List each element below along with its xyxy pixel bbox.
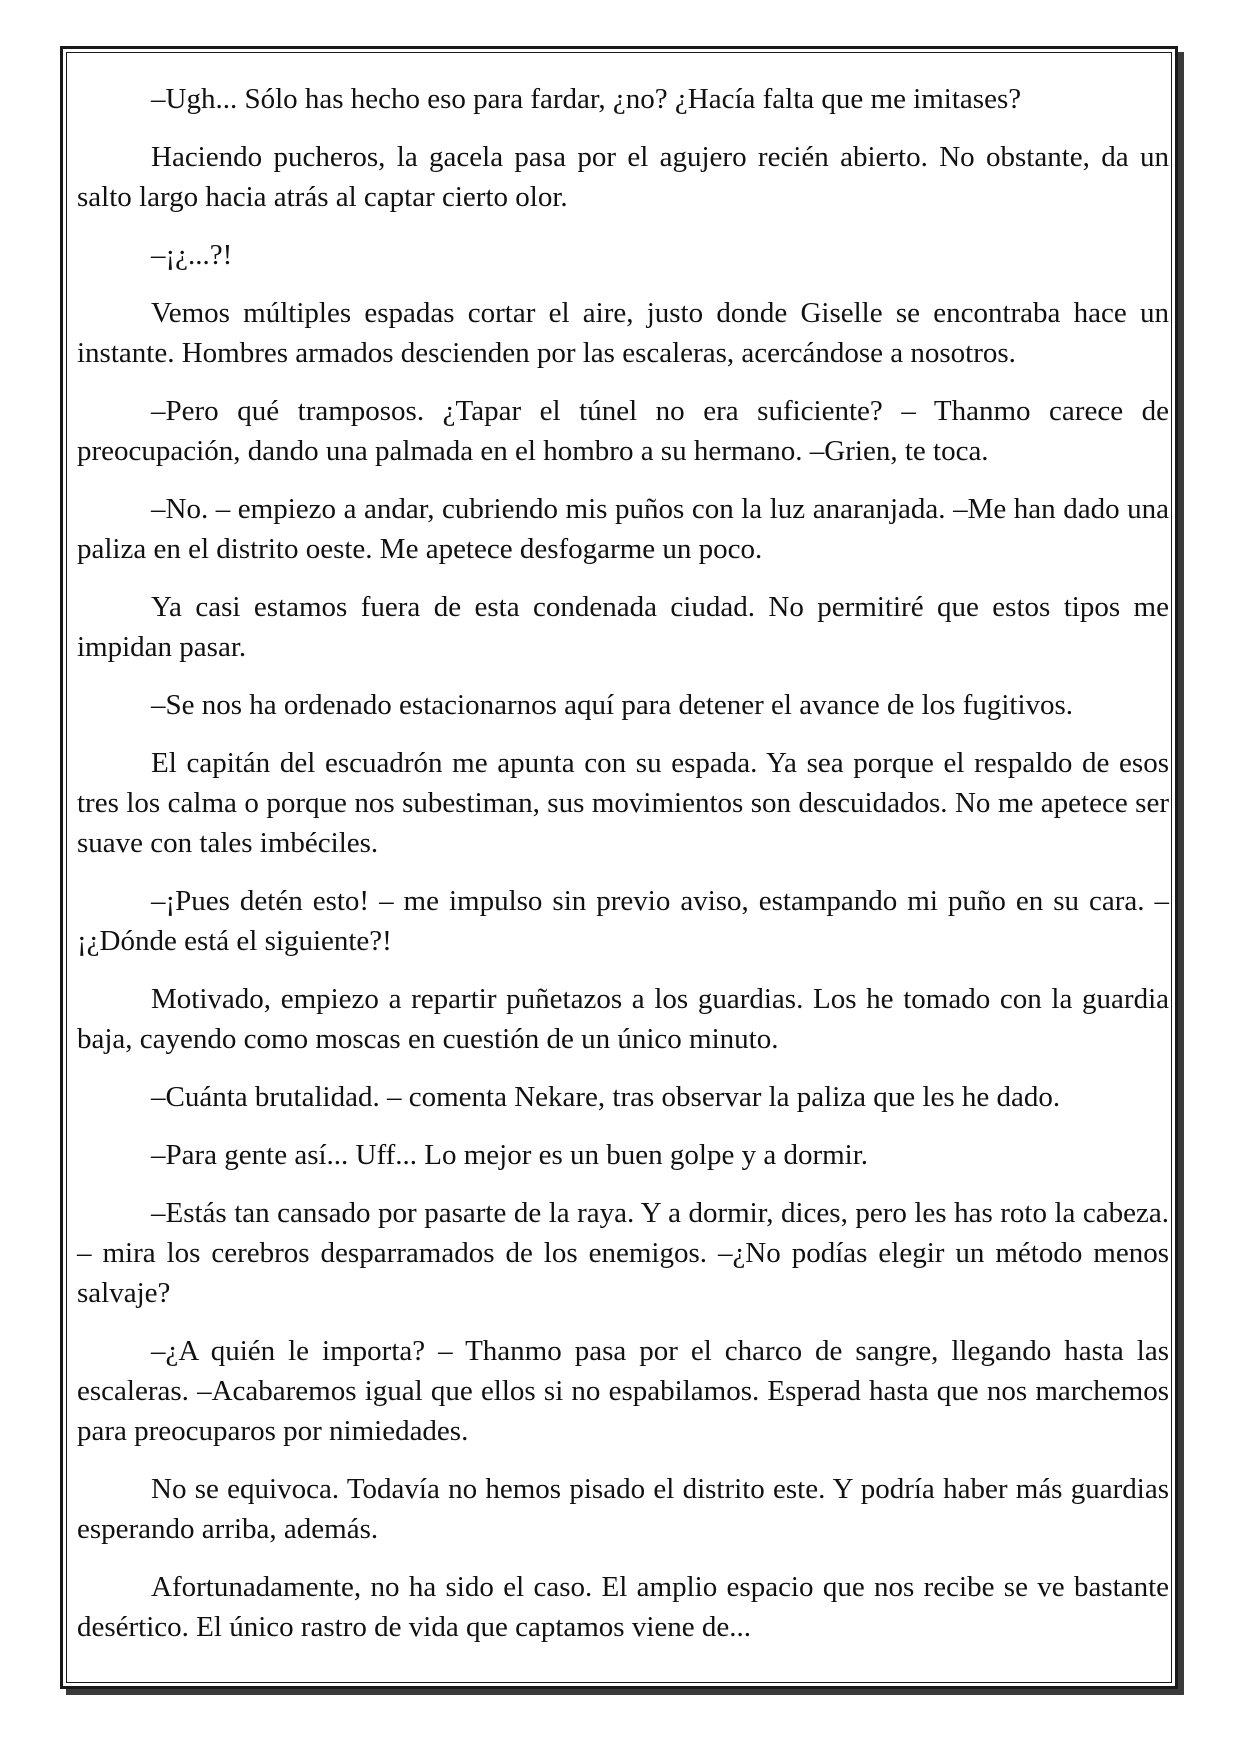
paragraph: –¡Pues detén esto! – me impulso sin previo aviso, estampando mi puño en su cara. –¡¿Dónde está el siguiente?! [77, 885, 1169, 957]
paragraph: Haciendo pucheros, la gacela pasa por el agujero recién abierto. No obstante, da un salto largo hacia atrás al captar cierto olor. [77, 141, 1169, 213]
paragraph: No se equivoca. Todavía no hemos pisado el distrito este. Y podría haber más guardias esperando arriba, además. [77, 1473, 1169, 1545]
paragraph: –Pero qué tramposos. ¿Tapar el túnel no era suficiente? – Thanmo carece de preocupación, dando una palmada en el hombro a su hermano. –Grien, te toca. [77, 395, 1169, 467]
paragraph: Afortunadamente, no ha sido el caso. El amplio espacio que nos recibe se ve bastante desértico. El único rastro de vida que captamos viene de... [77, 1571, 1169, 1643]
paragraph: –¿A quién le importa? – Thanmo pasa por el charco de sangre, llegando hasta las escaleras. –Acabaremos igual que ellos si no espabilamos. Esperad hasta que nos marchemos para preocuparos por nimiedades. [77, 1335, 1169, 1447]
paragraph: Ya casi estamos fuera de esta condenada ciudad. No permitiré que estos tipos me impidan pasar. [77, 591, 1169, 663]
paragraph: Vemos múltiples espadas cortar el aire, justo donde Giselle se encontraba hace un instante. Hombres armados descienden por las escaleras, acercándose a nosotros. [77, 297, 1169, 369]
paragraph: El capitán del escuadrón me apunta con su espada. Ya sea porque el respaldo de esos tres los calma o porque nos subestiman, sus movimientos son descuidados. No me apetece ser suave con tales imbéciles. [77, 747, 1169, 859]
paragraph: –Ugh... Sólo has hecho eso para fardar, ¿no? ¿Hacía falta que me imitases? [151, 83, 1022, 115]
paragraph: –¡¿...?! [151, 239, 233, 271]
paragraph: –Estás tan cansado por pasarte de la raya. Y a dormir, dices, pero les has roto la cabeza. – mira los cerebros desparramados de los enemigos. –¿No podías elegir un método menos salvaje? [77, 1197, 1169, 1309]
page-border [60, 46, 1178, 1689]
paragraph: Motivado, empiezo a repartir puñetazos a los guardias. Los he tomado con la guardia baja, cayendo como moscas en cuestión de un único minuto. [77, 983, 1169, 1055]
text-body [77, 79, 1169, 1665]
paragraph: –Para gente así... Uff... Lo mejor es un buen golpe y a dormir. [151, 1139, 869, 1171]
paragraph: –Se nos ha ordenado estacionarnos aquí para detener el avance de los fugitivos. [151, 689, 1074, 721]
paragraph: –Cuánta brutalidad. – comenta Nekare, tras observar la paliza que les he dado. [151, 1081, 1061, 1113]
paragraph: –No. – empiezo a andar, cubriendo mis puños con la luz anaranjada. –Me han dado una paliza en el distrito oeste. Me apetece desfogarme un poco. [77, 493, 1169, 565]
